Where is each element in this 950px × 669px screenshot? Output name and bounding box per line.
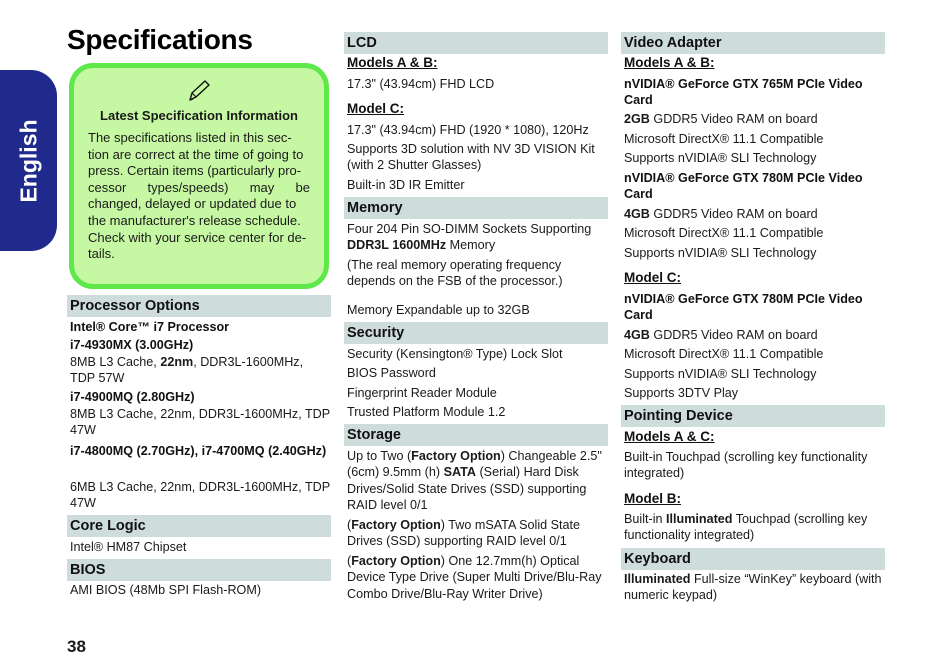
cpu-4930mx: i7-4930MX (3.00GHz)	[70, 338, 194, 352]
security-heading: Security	[344, 322, 608, 344]
pointing-heading: Pointing Device	[621, 405, 885, 427]
language-tab-label: English	[15, 118, 41, 203]
gpu-780m-ram: 4GB GDDR5 Video RAM on board	[624, 207, 818, 221]
storage-p1: Up to Two (Factory Option) Changeable 2.5" (6cm) 9.5mm (h) SATA (Serial) Hard Disk Drives/Solid State Drives (SSD) supporting RAID level 0/1	[347, 449, 602, 513]
gpu-780m-c: nVIDIA® GeForce GTX 780M PCIe Video Card	[624, 292, 863, 323]
security-item: BIOS Password	[347, 366, 436, 380]
note-title: Latest Specification Information	[100, 108, 298, 123]
directx-text: Microsoft DirectX® 11.1 Compatible	[624, 132, 824, 146]
cpu-4900mq: i7-4900MQ (2.80GHz)	[70, 390, 195, 404]
lcd-c-text3: Built-in 3D IR Emitter	[347, 178, 465, 192]
cpu-4930mx-desc: 8MB L3 Cache, 22nm, DDR3L-1600MHz, TDP 57W	[70, 355, 304, 386]
processor-family: Intel® Core™ i7 Processor	[70, 320, 230, 334]
pointing-models-ac: Models A & C:	[624, 429, 715, 444]
bios-text: AMI BIOS (48Mb SPI Flash-ROM)	[70, 583, 262, 597]
lcd-c-text2: Supports 3D solution with NV 3D VISION Kit (with 2 Shutter Glasses)	[347, 142, 595, 173]
cpu-4800mq-desc: 6MB L3 Cache, 22nm, DDR3L-1600MHz, TDP 47W	[70, 480, 330, 511]
gpu-780m: nVIDIA® GeForce GTX 780M PCIe Video Card	[624, 171, 863, 202]
storage-p2: (Factory Option) Two mSATA Solid State Drives (SSD) supporting RAID level 0/1	[347, 518, 581, 549]
cpu-4800mq-4700mq: i7-4800MQ (2.70GHz), i7-4700MQ (2.40GHz)	[70, 444, 327, 458]
security-item: Trusted Platform Module 1.2	[347, 405, 506, 419]
page-number: 38	[67, 637, 86, 656]
video-models-ab: Models A & B:	[624, 55, 715, 70]
pointing-ac-text: Built-in Touchpad (scrolling key functionality integrated)	[624, 450, 868, 481]
language-tab	[0, 70, 57, 251]
core-logic-heading: Core Logic	[67, 515, 331, 537]
directx-text: Microsoft DirectX® 11.1 Compatible	[624, 226, 824, 240]
latest-info-note	[69, 63, 329, 289]
security-item: Fingerprint Reader Module	[347, 386, 497, 400]
gpu-765m-ram: 2GB GDDR5 Video RAM on board	[624, 112, 818, 126]
page-title: Specifications	[67, 24, 253, 55]
storage-heading: Storage	[344, 424, 608, 446]
sli-text: Supports nVIDIA® SLI Technology	[624, 246, 817, 260]
keyboard-heading: Keyboard	[621, 548, 885, 570]
lcd-c-text1: 17.3" (43.94cm) FHD (1920 * 1080), 120Hz	[347, 123, 589, 137]
lcd-heading: LCD	[344, 32, 608, 54]
lcd-models-ab: Models A & B:	[347, 55, 438, 70]
memory-text1: Four 204 Pin SO-DIMM Sockets Supporting DDR3L 1600MHz Memory	[347, 222, 592, 253]
sli-text: Supports nVIDIA® SLI Technology	[624, 367, 817, 381]
bios-heading: BIOS	[67, 559, 331, 581]
sli-text: Supports nVIDIA® SLI Technology	[624, 151, 817, 165]
pointing-b-text: Built-in Illuminated Touchpad (scrolling key functionality integrated)	[624, 512, 868, 543]
storage-p3: (Factory Option) One 12.7mm(h) Optical Device Type Drive (Super Multi Drive/Blu-Ray Combo Drive/Blu-Ray Writer Drive)	[347, 554, 602, 601]
3dtv-text: Supports 3DTV Play	[624, 386, 739, 400]
keyboard-text: Illuminated Full-size “WinKey” keyboard (with numeric keypad)	[624, 572, 882, 603]
directx-text: Microsoft DirectX® 11.1 Compatible	[624, 347, 824, 361]
core-logic-text: Intel® HM87 Chipset	[70, 540, 187, 554]
security-item: Security (Kensington® Type) Lock Slot	[347, 347, 563, 361]
processor-heading: Processor Options	[67, 295, 331, 317]
lcd-ab-text: 17.3" (43.94cm) FHD LCD	[347, 77, 495, 91]
note-text: The specifications listed in this sec- tion are correct at the time of going to press. Certain items (particularly pro- cessor types/speeds) may be changed, delayed or updated due to the manufacturer's release schedule. Check with your service center for de- tails.	[88, 130, 310, 262]
lcd-model-c: Model C:	[347, 101, 404, 116]
memory-text2: (The real memory operating frequency depends on the FSB of the processor.)	[347, 258, 563, 289]
gpu-765m: nVIDIA® GeForce GTX 765M PCIe Video Card	[624, 77, 863, 108]
video-model-c: Model C:	[624, 270, 681, 285]
video-heading: Video Adapter	[621, 32, 885, 54]
pointing-model-b: Model B:	[624, 491, 681, 506]
cpu-4900mq-desc: 8MB L3 Cache, 22nm, DDR3L-1600MHz, TDP 47W	[70, 407, 330, 438]
memory-text3: Memory Expandable up to 32GB	[347, 303, 530, 317]
pen-icon	[186, 78, 212, 104]
gpu-780m-c-ram: 4GB GDDR5 Video RAM on board	[624, 328, 818, 342]
memory-heading: Memory	[344, 197, 608, 219]
